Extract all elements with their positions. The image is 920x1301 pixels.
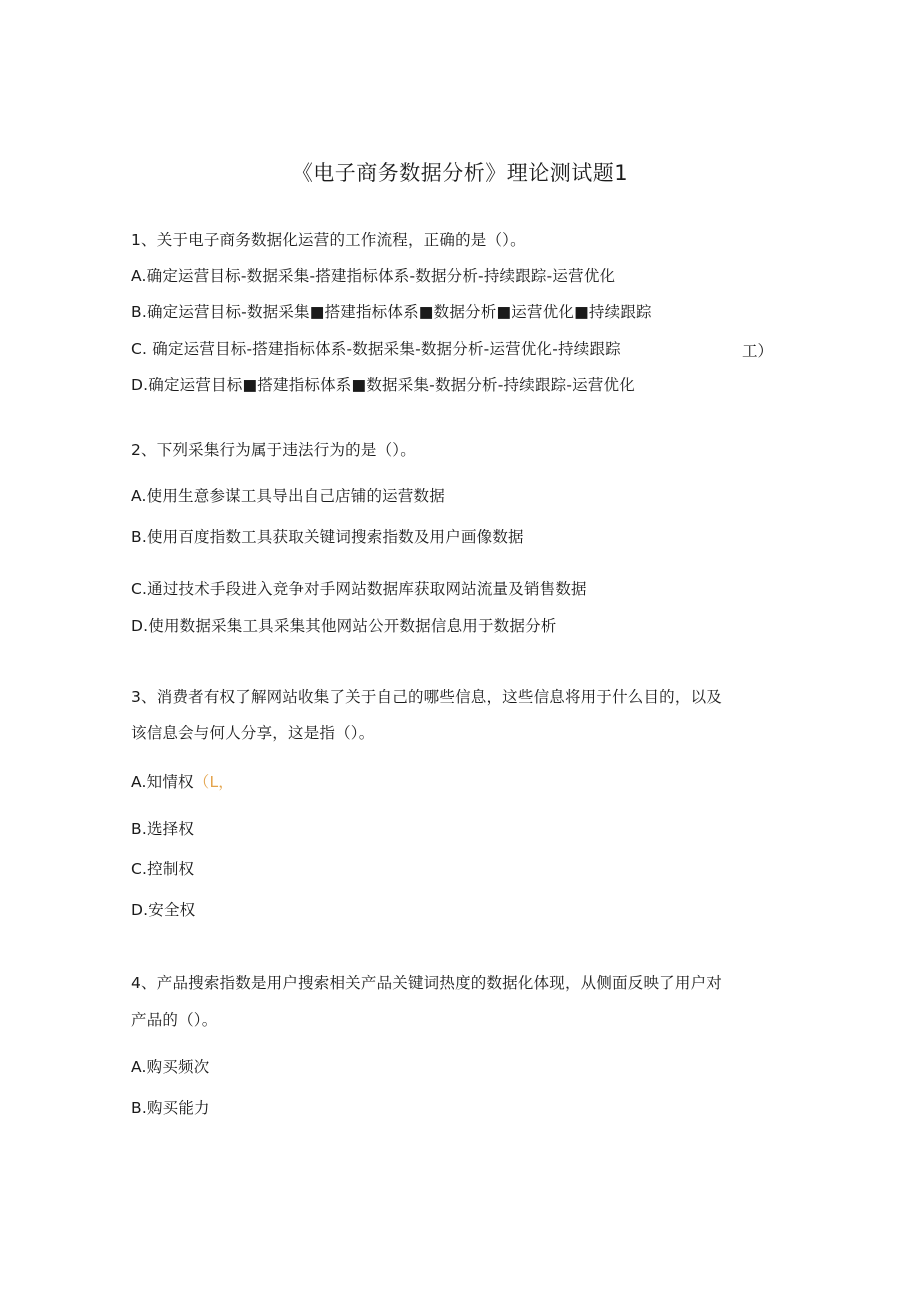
question-2-stem: 2、下列采集行为属于违法行为的是（）。 [131,441,416,459]
question-3-option-b: B.选择权 [131,820,195,838]
question-3-stem-line-1: 3、消费者有权了解网站收集了关于自己的哪些信息，这些信息将用于什么目的，以及 [131,688,722,706]
question-3-option-c: C.控制权 [131,860,195,878]
question-4-option-b: B.购买能力 [131,1099,210,1117]
question-2-option-b: B.使用百度指数工具获取关键词搜索指数及用户画像数据 [131,528,524,546]
question-2-option-c: C.通过技术手段进入竞争对手网站数据库获取网站流量及销售数据 [131,580,587,598]
question-2-option-d: D.使用数据采集工具采集其他网站公开数据信息用于数据分析 [131,617,557,635]
question-1-option-d: D.确定运营目标■搭建指标体系■数据采集-数据分析-持续跟踪-运营优化 [131,376,635,394]
question-4-stem-line-2: 产品的（）。 [131,1011,218,1029]
question-3-stem-line-2: 该信息会与何人分享，这是指（）。 [131,724,375,742]
question-2-option-a: A.使用生意参谋工具导出自己店铺的运营数据 [131,487,445,505]
handwritten-answer-mark: （L， [193,773,235,791]
question-4-stem-line-1: 4、产品搜索指数是用户搜索相关产品关键词热度的数据化体现，从侧面反映了用户对 [131,974,722,992]
question-1-option-a: A.确定运营目标-数据采集-搭建指标体系-数据分析-持续跟踪-运营优化 [131,267,616,285]
question-1-option-c: C. 确定运营目标-搭建指标体系-数据采集-数据分析-运营优化-持续跟踪 [131,340,621,358]
question-1-stem: 1、关于电子商务数据化运营的工作流程，正确的是（）。 [131,231,526,249]
question-3-option-a [131,771,234,793]
document-title: 《电子商务数据分析》理论测试题1 [291,161,629,185]
question-4-option-a: A.购买频次 [131,1058,210,1076]
question-1-side-note: 工） [742,342,774,360]
question-3-option-a-text: A.知情权 [131,773,194,791]
question-3-option-d: D.安全权 [131,901,196,919]
question-1-option-b: B.确定运营目标-数据采集■搭建指标体系■数据分析■运营优化■持续跟踪 [131,303,652,321]
